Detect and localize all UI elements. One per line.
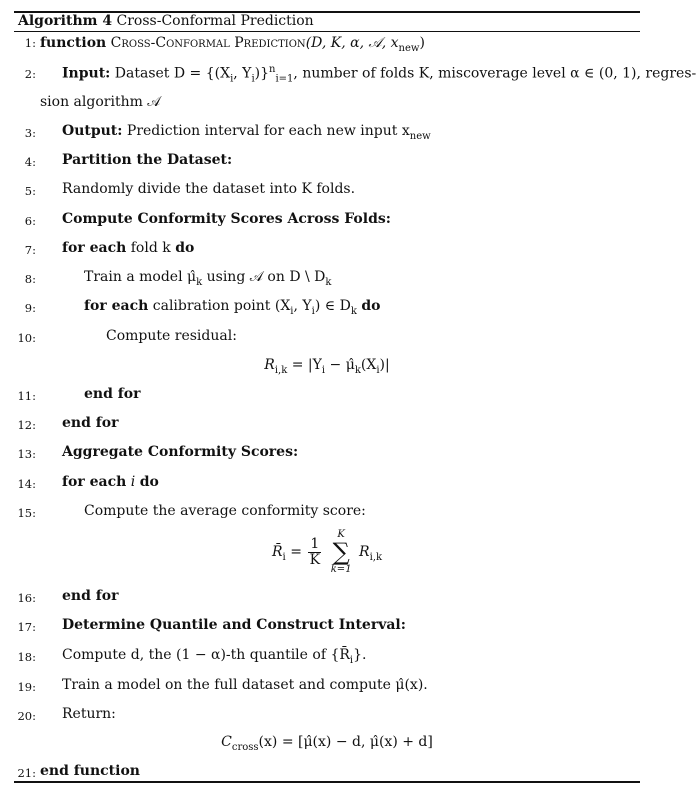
- eq-sub: i,k: [274, 364, 288, 376]
- line-for-each: [84, 298, 380, 317]
- line-text: Compute the average conformity score:: [84, 503, 366, 519]
- fraction: [308, 537, 321, 568]
- line-input: [62, 64, 696, 84]
- text: Compute d, the (1 − α)-th quantile of {R̄: [62, 647, 350, 663]
- eq-text: R̄: [271, 544, 283, 560]
- eq-sub: k: [354, 364, 361, 376]
- line-number: 7:: [24, 243, 36, 257]
- input-sub: i: [251, 73, 255, 85]
- algorithm-title: Cross-Conformal Prediction: [116, 13, 314, 29]
- input-text: , Y: [233, 65, 252, 82]
- sub: i: [311, 305, 315, 317]
- sub: k: [325, 276, 332, 288]
- line-end-for: [62, 588, 119, 604]
- heading-text: Aggregate Conformity Scores:: [62, 444, 299, 460]
- line-output: [62, 123, 431, 142]
- eq-text: )|: [379, 357, 390, 373]
- line-number: 11:: [17, 389, 36, 403]
- eq-text: − μ̂: [325, 357, 355, 373]
- bottom-rule: [14, 781, 640, 783]
- function-args-sub: new: [398, 42, 420, 54]
- keyword: for each: [62, 240, 127, 256]
- section-heading: [62, 152, 232, 168]
- text: }.: [353, 647, 367, 663]
- line-end-function: [40, 763, 140, 779]
- eq-text: =: [290, 544, 302, 560]
- loop-text: fold k: [130, 240, 171, 256]
- eq-sub: i: [282, 551, 286, 563]
- input-label: Input:: [62, 65, 111, 82]
- line-text: Randomly divide the dataset into K folds.: [62, 181, 356, 197]
- algorithm-caption: [18, 12, 314, 31]
- eq-text: R: [359, 544, 370, 560]
- keyword: end for: [62, 415, 119, 431]
- loop-text: i: [130, 474, 136, 490]
- keyword: do: [175, 240, 195, 256]
- line-input-continued: sion algorithm 𝒜: [40, 94, 161, 110]
- input-text: )}: [254, 65, 270, 82]
- line-number: 17:: [17, 620, 36, 634]
- sub: i: [349, 654, 354, 666]
- line-text: [62, 647, 366, 666]
- sum-upper: K: [337, 529, 345, 540]
- sub: i: [290, 305, 294, 317]
- section-heading: [62, 211, 391, 227]
- line-function: [40, 35, 425, 54]
- line-number: 5:: [24, 184, 36, 198]
- line-number: 6:: [24, 214, 36, 228]
- eq-sub: cross: [231, 741, 259, 753]
- eq-text: C: [221, 734, 232, 750]
- line-text: [84, 269, 331, 288]
- eq-sub: i: [376, 364, 380, 376]
- text: ) ∈ D: [314, 298, 351, 314]
- line-number: 8:: [24, 272, 36, 286]
- line-number: 18:: [17, 650, 36, 664]
- summation: [331, 529, 352, 575]
- sum-lower: k=1: [330, 564, 352, 575]
- keyword: do: [139, 474, 159, 490]
- eq-text: = |Y: [291, 357, 322, 373]
- line-for-each: [62, 474, 159, 490]
- eq-sub: i: [321, 364, 326, 376]
- text: using 𝒜 on D \ D: [206, 269, 326, 285]
- input-sub: i=1: [275, 73, 294, 85]
- output-label: Output:: [62, 123, 123, 139]
- text: calibration point (X: [152, 298, 291, 314]
- line-number: 1:: [24, 36, 36, 50]
- sigma-symbol: ∑: [332, 538, 350, 566]
- line-number: 9:: [24, 301, 36, 315]
- line-number: 3:: [24, 126, 36, 140]
- line-number: 10:: [17, 331, 36, 345]
- line-number: 14:: [17, 477, 36, 491]
- equation-residual: [14, 357, 640, 376]
- input-sub: i: [230, 73, 234, 85]
- function-args-end: ): [419, 35, 425, 51]
- text: Train a model μ̂: [84, 269, 197, 285]
- sub: k: [196, 276, 203, 288]
- equation-interval: [14, 734, 640, 753]
- heading-text: Compute Conformity Scores Across Folds:: [62, 211, 391, 227]
- function-args: (D, K, α, 𝒜, x: [305, 35, 399, 51]
- line-number: 2:: [24, 67, 36, 81]
- eq-sub: i,k: [369, 551, 382, 563]
- keyword: do: [361, 298, 381, 314]
- eq-text: R: [264, 357, 275, 373]
- line-number: 20:: [17, 709, 36, 723]
- section-heading: [62, 444, 298, 460]
- fraction-denominator: K: [309, 551, 321, 568]
- keyword: end for: [62, 588, 119, 604]
- line-text: Return:: [62, 706, 116, 722]
- caption-rule: [14, 31, 640, 32]
- line-end-for: [84, 386, 141, 402]
- input-text: Dataset D = {(X: [114, 65, 231, 82]
- keyword: for each: [84, 298, 149, 314]
- keyword: end for: [84, 386, 141, 402]
- output-sub: new: [409, 130, 431, 142]
- keyword: end function: [40, 763, 140, 779]
- text: , Y: [293, 298, 312, 314]
- section-heading: [62, 617, 406, 633]
- eq-text: (X: [360, 357, 377, 373]
- line-number: 16:: [17, 591, 36, 605]
- line-number: 4:: [24, 155, 36, 169]
- algorithm-label: Algorithm 4: [18, 13, 113, 29]
- equation-average: [14, 529, 640, 575]
- line-number: 13:: [17, 447, 36, 461]
- input-text: , number of folds K, miscoverage level α ∈ (0, 1), regres-: [293, 65, 696, 82]
- keyword: for each: [62, 474, 127, 490]
- line-number: 15:: [17, 506, 36, 520]
- function-name: Cross-Conformal Prediction: [110, 35, 306, 51]
- function-keyword: function: [40, 35, 107, 51]
- line-number: 19:: [17, 680, 36, 694]
- heading-text: Determine Quantile and Construct Interval:: [62, 617, 406, 633]
- line-text: Compute residual:: [106, 328, 237, 344]
- line-number: 12:: [17, 418, 36, 432]
- input-sup: n: [269, 64, 276, 75]
- line-number: 21:: [17, 766, 36, 780]
- line-for-each: [62, 240, 194, 256]
- output-text: Prediction interval for each new input x: [126, 123, 410, 139]
- fraction-numerator: 1: [310, 535, 320, 552]
- line-text: Train a model on the full dataset and compute μ̂(x).: [62, 677, 428, 693]
- eq-text: (x) = [μ̂(x) − d, μ̂(x) + d]: [258, 734, 433, 750]
- heading-text: Partition the Dataset:: [62, 152, 233, 168]
- sub: k: [350, 305, 357, 317]
- line-end-for: [62, 415, 119, 431]
